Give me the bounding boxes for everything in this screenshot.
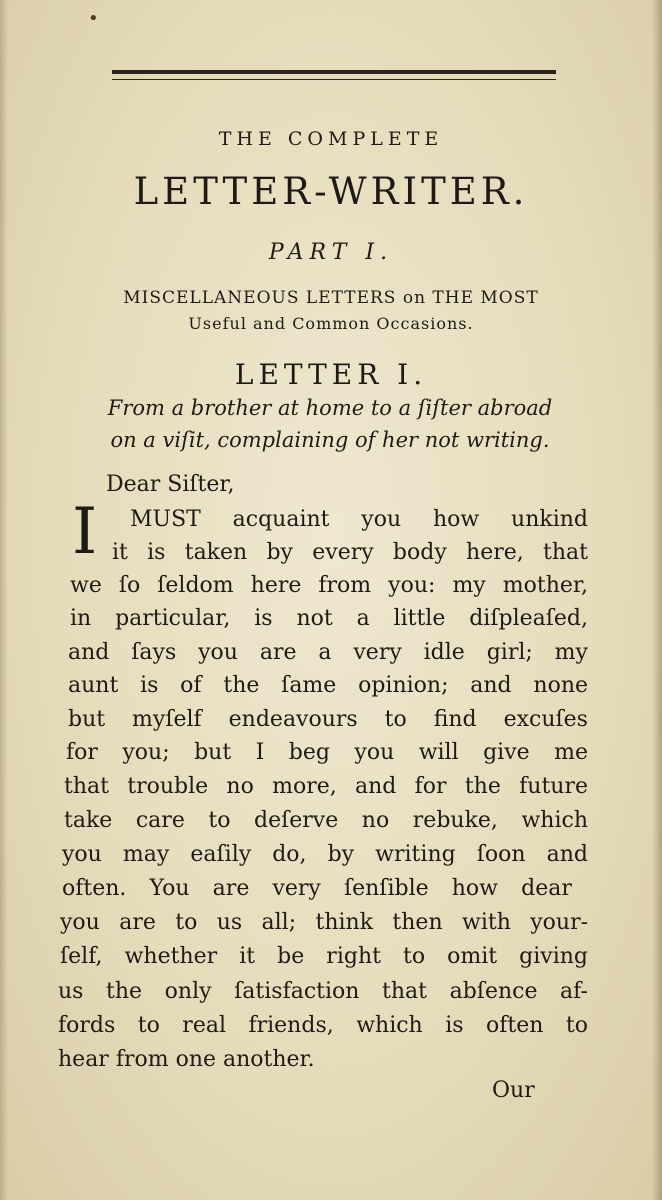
letter-heading: LETTER I. <box>234 358 428 391</box>
body-line: hear from one another. <box>58 1047 315 1072</box>
body-line: fords to real friends, which is often to <box>58 1013 588 1038</box>
body-line: we ſo ſeldom here from you: my mother, <box>70 573 588 598</box>
body-line: take care to deſerve no rebuke, which <box>64 808 588 833</box>
body-line: for you; but I beg you will give me <box>66 740 588 765</box>
salutation: Dear Siſter, <box>106 472 235 497</box>
body-line: aunt is of the ſame opinion; and none <box>68 673 589 698</box>
body-line: it is taken by every body here, that <box>112 540 588 565</box>
section-heading-line-2: Useful and Common Occasions. <box>188 314 474 333</box>
drop-cap: I <box>72 495 98 569</box>
body-line: often. You are very ſenſible how dear <box>62 876 572 901</box>
body-line: in particular, is not a little diſpleaſed, <box>70 606 588 631</box>
letter-subtitle-line-1: From a brother at home to a ſiſter abroad <box>107 396 553 420</box>
catchword: Our <box>492 1078 535 1103</box>
letter-subtitle-line-2: on a viſit, complaining of her not writing. <box>110 428 550 452</box>
section-heading-line-1: MISCELLANEOUS LETTERS on THE MOST <box>123 288 539 308</box>
book-title: LETTER-WRITER. <box>133 170 529 213</box>
part-heading: PART I. <box>268 240 394 265</box>
header-rule-thin <box>112 79 556 80</box>
body-line: you are to us all; think then with your- <box>60 910 589 935</box>
body-line: that trouble no more, and for the future <box>64 774 588 799</box>
ink-mark-icon: • <box>88 8 99 29</box>
body-line: you may eaſily do, by writing ſoon and <box>62 842 588 867</box>
body-line: and ſays you are a very idle girl; my <box>68 640 588 665</box>
body-line: MUST acquaint you how unkind <box>130 507 589 532</box>
body-line: ſelf, whether it be right to omit giving <box>60 944 589 969</box>
header-rule-thick <box>112 70 556 74</box>
running-head: THE COMPLETE <box>218 128 444 150</box>
body-line: but myſelf endeavours to find excuſes <box>68 707 588 732</box>
body-line: us the only ſatisfaction that abſence af- <box>58 979 588 1004</box>
